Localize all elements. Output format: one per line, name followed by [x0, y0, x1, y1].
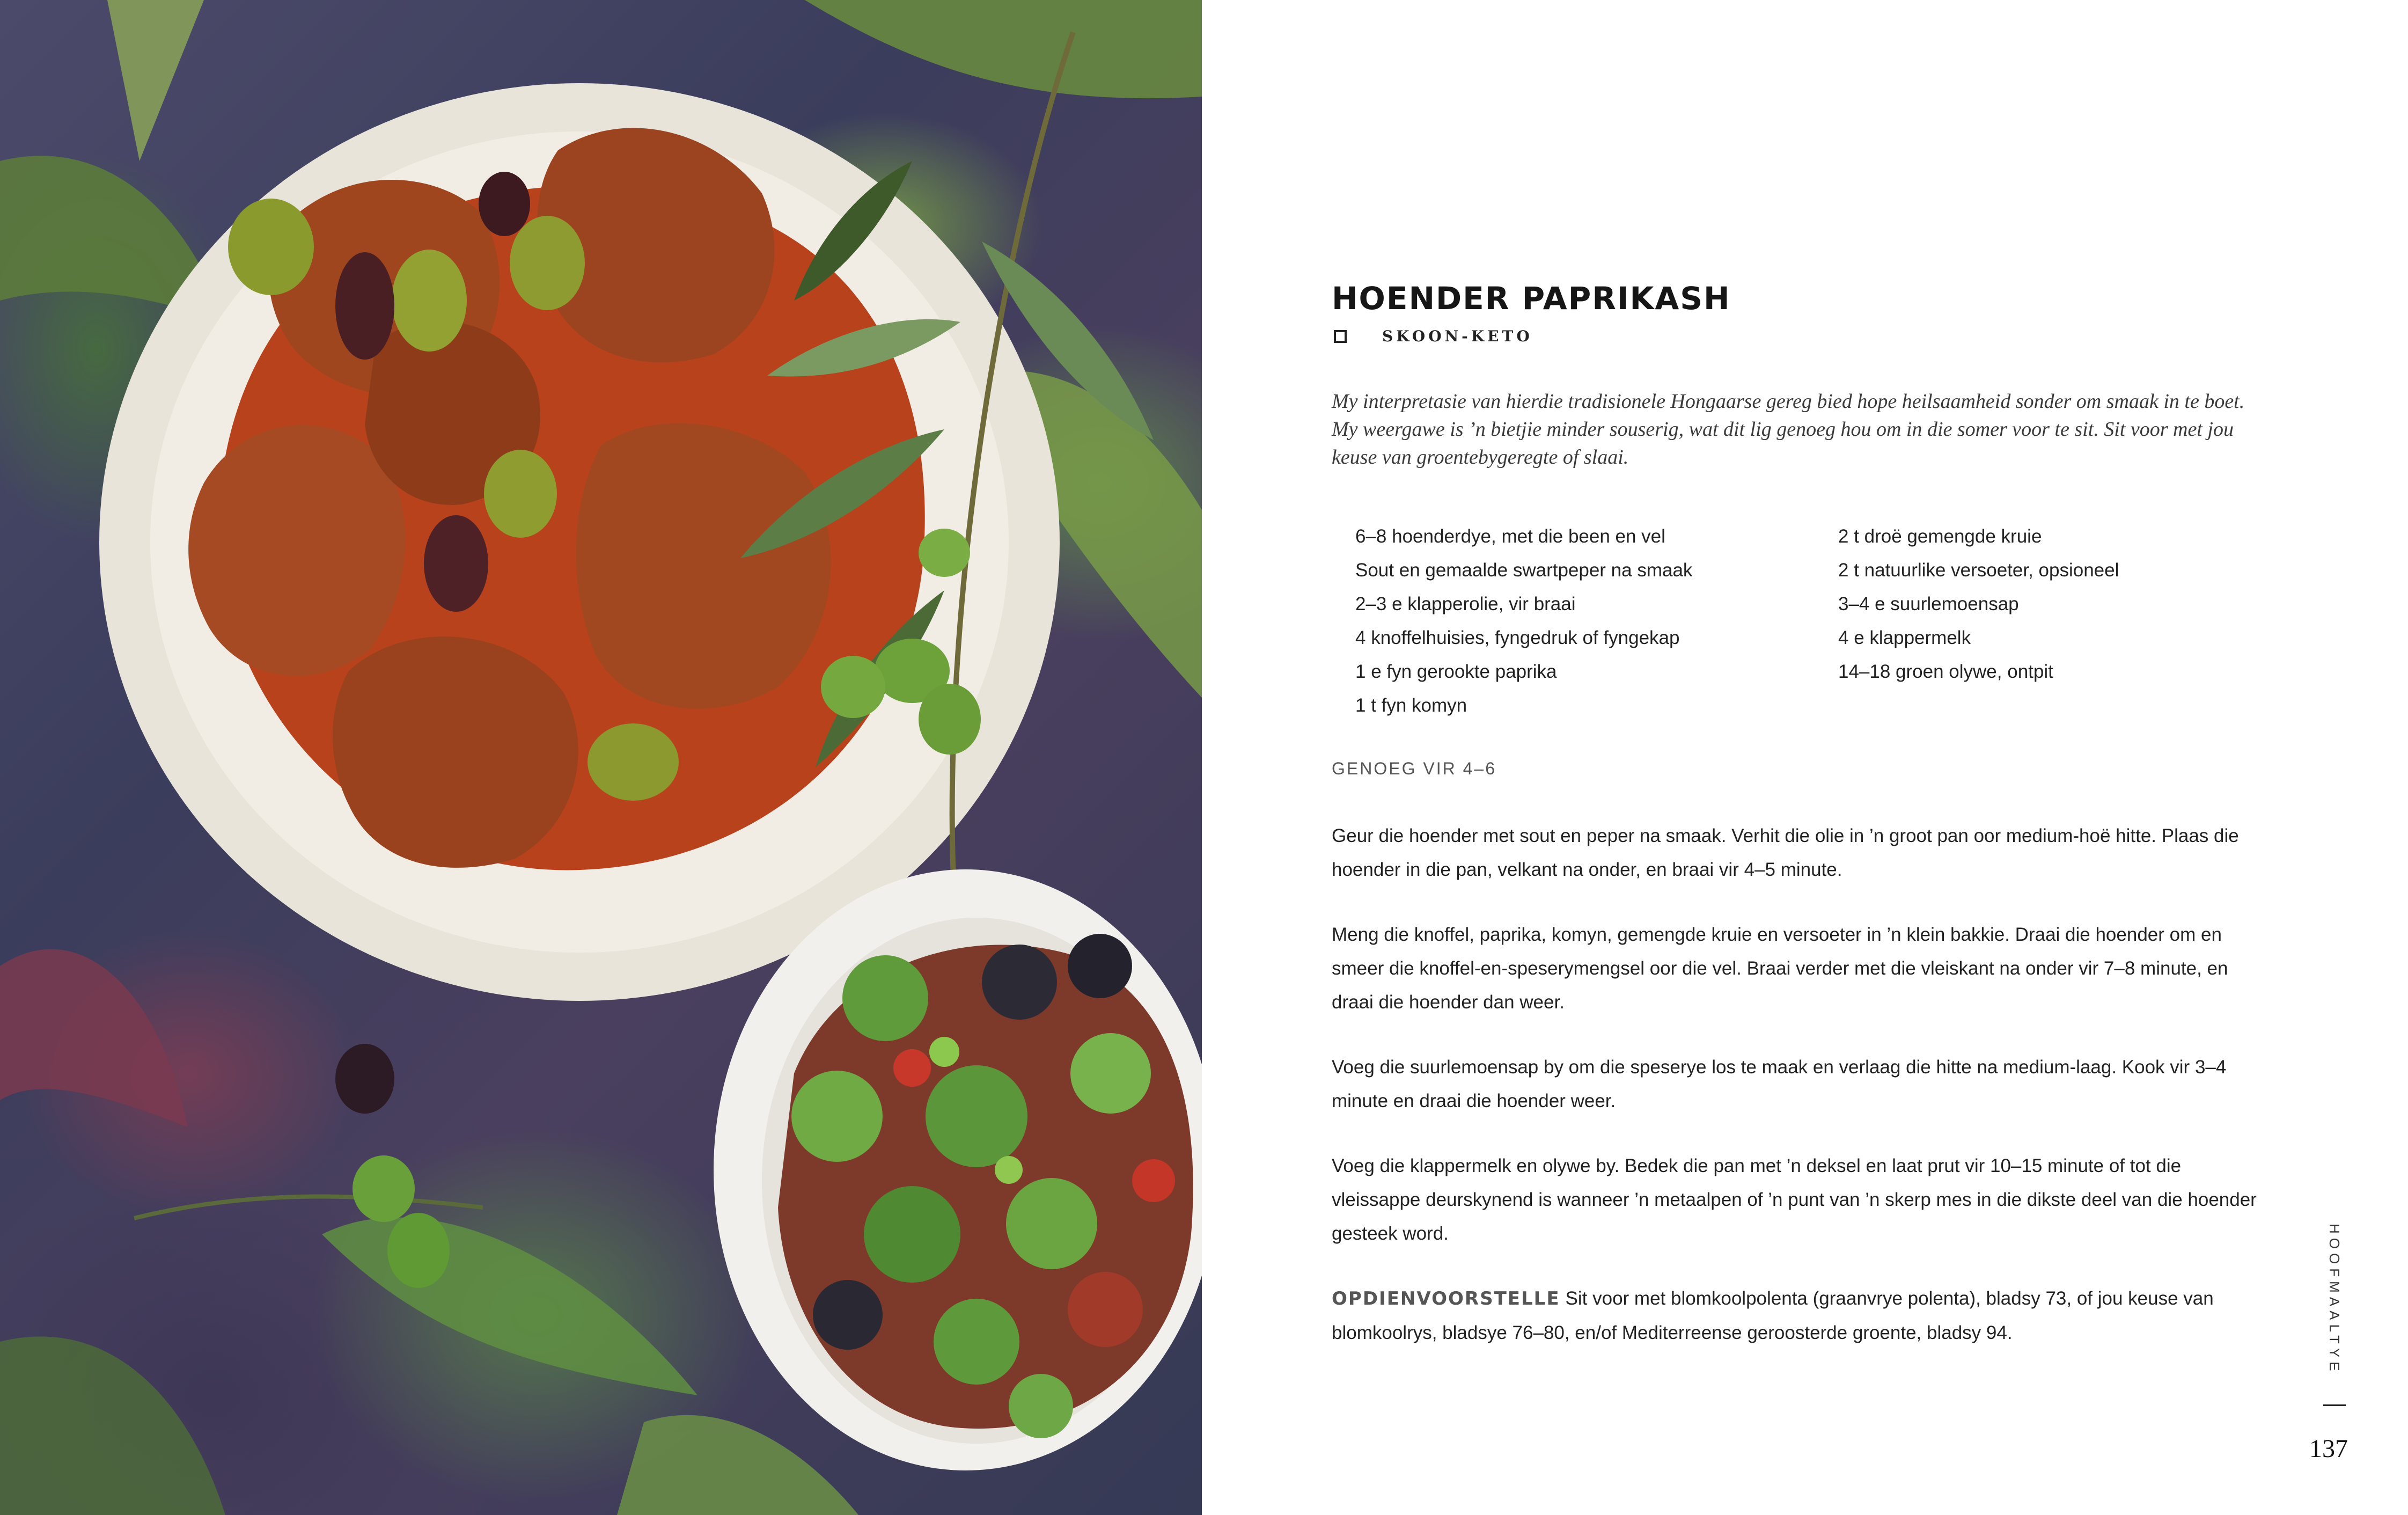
suggestions-label: OPDIENVOORSTELLE	[1332, 1288, 1560, 1309]
recipe-tag	[1334, 327, 1533, 345]
ingredient-item: 2–3 e klapperolie, vir braai	[1355, 594, 1576, 614]
method-step: Meng die knoffel, paprika, komyn, gemengde kruie en versoeter in ’n klein bakkie. Draai die hoender om en smeer die knoffel-en-speserymengsel oor die vel. Braai verder met die vleiskant na onder vir 7–8 minute, en draai die hoender dan weer.	[1332, 924, 2228, 1013]
ingredient-item: 4 e klappermelk	[1838, 627, 1971, 648]
ingredient-item: 4 knoffelhuisies, fyngedruk of fyngekap	[1355, 627, 1680, 648]
food-illustration	[0, 0, 1202, 1515]
section-label: HOOFMAALTYE	[2326, 1224, 2343, 1375]
ingredients-left-column	[1355, 519, 1692, 722]
ingredient-item: 6–8 hoenderdye, met die been en vel	[1355, 526, 1665, 547]
ingredient-item: 1 t fyn komyn	[1355, 695, 1467, 716]
tag-label: SKOON-KETO	[1382, 327, 1533, 345]
method-steps	[1332, 819, 2265, 1381]
ingredient-item: 14–18 groen olywe, ontpit	[1838, 661, 2053, 682]
page-number: 137	[2309, 1435, 2348, 1463]
ingredient-item: 2 t droë gemengde kruie	[1838, 526, 2042, 547]
method-step: Voeg die suurlemoensap by om die speserye los te maak en verlaag die hitte na medium-laag. Kook vir 3–4 minute en draai die hoender weer.	[1332, 1057, 2227, 1111]
method-step: Geur die hoender met sout en peper na smaak. Verhit die olie in ’n groot pan oor medium-hoë hitte. Plaas die hoender in die pan, velkant na onder, en braai vir 4–5 minute.	[1332, 825, 2239, 880]
loose-olives	[134, 1044, 483, 1288]
serving-suggestions	[1332, 1282, 2265, 1350]
recipe-intro: My interpretasie van hierdie tradisionele Hongaarse gereg bied hope heilsaamheid sonder om smaak in te boet. My weergawe is ’n bietjie minder souserig, wat dit lig genoeg hou om in die somer voor te sit. Sit voor met jou keuse van groentebygeregte of slaai.	[1332, 390, 2245, 469]
main-plate	[99, 32, 1154, 1001]
ingredient-item: Sout en gemaalde swartpeper na smaak	[1355, 560, 1693, 581]
suggestions-text: Sit voor met blomkoolpolenta (graanvrye polenta), bladsy 73, of jou keuse van blomkoolrys, bladsye 76–80, en/of Mediterreense geroosterde groente, bladsy 94.	[1332, 1288, 2214, 1343]
ingredients-right-column	[1838, 519, 2119, 689]
servings: GENOEG VIR 4–6	[1332, 759, 1496, 778]
salad-bowl	[714, 869, 1202, 1470]
tag-checkbox-icon	[1334, 330, 1347, 343]
ingredient-item: 2 t natuurlike versoeter, opsioneel	[1838, 560, 2119, 581]
method-step: Voeg die klappermelk en olywe by. Bedek die pan met ’n deksel en laat prut vir 10–15 minute of tot die vleissappe deurskynend is wanneer ’n metaalpen of ’n punt van ’n skerp mes in die dikste deel van die hoender gesteek word.	[1332, 1155, 2257, 1244]
ingredient-item: 1 e fyn gerookte paprika	[1355, 661, 1557, 682]
recipe-photo	[0, 0, 1202, 1515]
recipe-title: HOENDER PAPRIKASH	[1332, 280, 1731, 317]
section-divider	[2323, 1404, 2346, 1406]
recipe-page	[1202, 0, 2408, 1515]
ingredient-item: 3–4 e suurlemoensap	[1838, 594, 2019, 614]
